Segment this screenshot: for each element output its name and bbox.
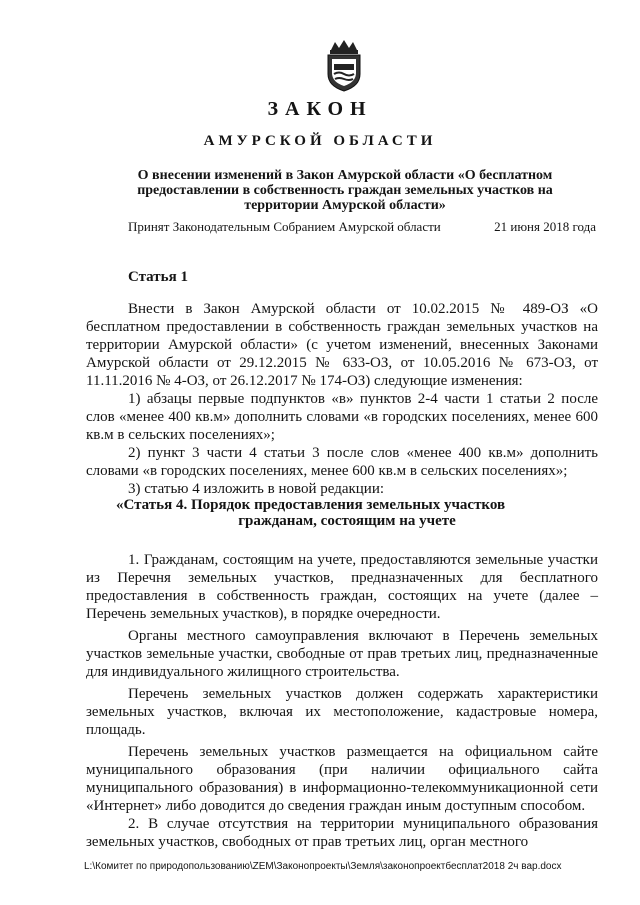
region-title: АМУРСКОЙ ОБЛАСТИ <box>203 133 437 149</box>
amendment-item-1: 1) абзацы первые подпунктов «в» пунктов 2-4 части 1 статьи 2 после слов «менее 400 кв.м» дополнить словами «в городских поселениях, менее 600 кв.м в сельских поселениях»; <box>86 391 598 443</box>
article-4-paragraph-3: Перечень земельных участков должен содержать характеристики земельных участков, включая их местоположение, кадастровые номера, площадь. <box>86 686 598 738</box>
article-4-heading-line-2: гражданам, состоящим на учете <box>238 512 456 529</box>
article-4-paragraph-5: 2. В случае отсутствия на территории муниципального образования земельных участков, свободных от прав третьих лиц, орган местного <box>86 816 598 850</box>
article-4-heading <box>86 498 598 529</box>
article-4-paragraph-4: Перечень земельных участков размещается на официальном сайте муниципального образования (при наличии официального сайта муниципального образования) в информационно-телекоммуникационной сети «Интернет» либо доводится до сведения граждан иным доступным способом. <box>86 744 598 814</box>
law-heading: О внесении изменений в Закон Амурской области «О бесплатном предоставлении в собственность граждан земельных участков на территории Амурской области» <box>137 168 553 213</box>
article-1-title: Статья 1 <box>128 269 188 285</box>
amendment-item-2: 2) пункт 3 части 4 статьи 3 после слов «менее 400 кв.м» дополнить словами «в городских поселениях, менее 600 кв.м в сельских поселениях»; <box>86 445 598 479</box>
amur-coat-of-arms-icon <box>323 40 365 92</box>
adopted-by: Принят Законодательным Собранием Амурской области <box>128 219 441 234</box>
amendment-item-3: 3) статью 4 изложить в новой редакции: <box>128 481 385 497</box>
file-path-footer: L:\Комитет по природопользованию\ZEM\Законопроекты\Земля\законопроектбесплат2018 2ч вар.docx <box>84 861 562 872</box>
article-4-heading-line-1: «Статья 4. Порядок предоставления земельных участков <box>116 497 506 513</box>
adopted-date: 21 июня 2018 года <box>494 219 596 234</box>
article-1-body <box>86 300 598 851</box>
adoption-line <box>128 219 596 235</box>
article-4-paragraph-1: 1. Гражданам, состоящим на учете, предоставляются земельные участки из Перечня земельных участков, предназначенных для бесплатного предоставления в собственность граждан, состоящих на учете (далее – Перечень земельных участков), в порядке очередности. <box>86 552 598 622</box>
law-title: ЗАКОН <box>267 98 373 120</box>
article-4-paragraph-2: Органы местного самоуправления включают в Перечень земельных участков земельные участки, свободные от прав третьих лиц, предназначенные для индивидуального жилищного строительства. <box>86 628 598 680</box>
article-1-intro: Внести в Закон Амурской области от 10.02.2015 № 489-ОЗ «О бесплатном предоставлении в собственность граждан земельных участков на территории Амурской области» (с учетом изменений, внесенных Законами Амурской области от 29.12.2015 № 633-ОЗ, от 10.05.2016 № 673-ОЗ, от 11.11.2016 № 4-ОЗ, от 26.12.2017 № 174-ОЗ) следующие изменения: <box>86 301 598 389</box>
